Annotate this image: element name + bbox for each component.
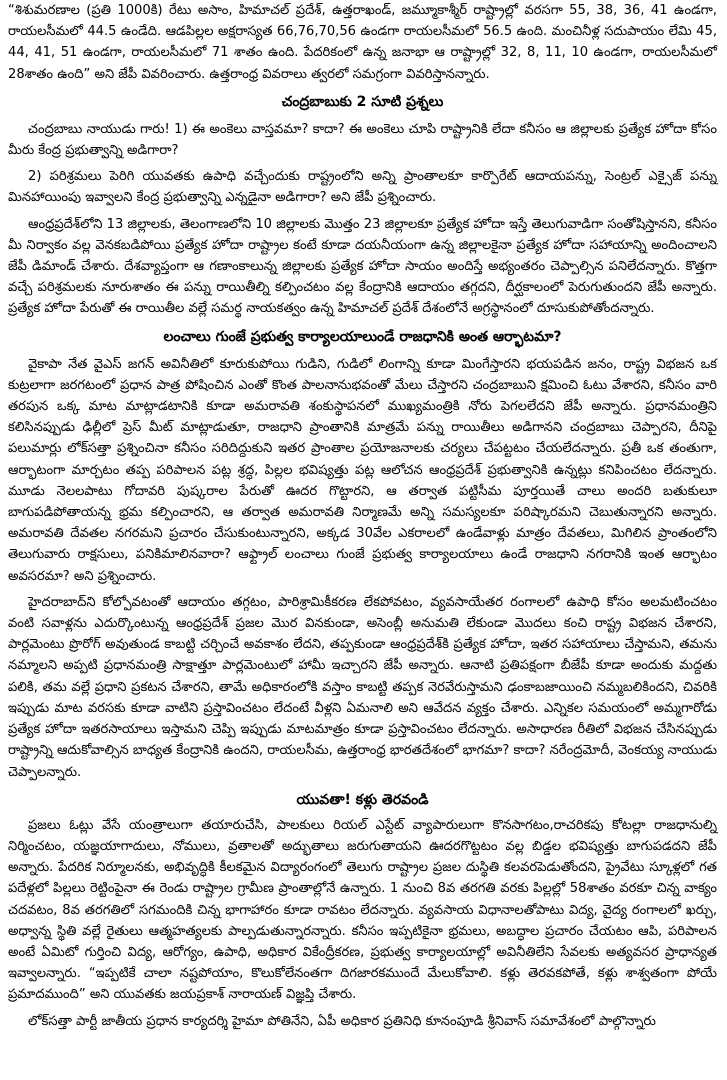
capital-paragraph-2: హైదరాబాద్‌ని కోల్పోవటంతో ఆదాయం తగ్గటం, పారిశ్రామికీకరణ లేకపోవటం, వ్యవసాయేతర రంగాలలో ఉపాధి కోసం అలమటించటం వంటి సవాళ్లను ఎదుర్కొంటున్న ఆంధ్రప్రదేశ్ ప్రజల మొర వినకుండా, అసెంబ్లీ అనుమతి లేకుండా మొదలు కంచి రాష్ట్ర విభజన చేశారని, పార్లమెంటు ప్రొరోగ్ అవుతుండ కాబట్టి చర్చించే అవకాశం లేదని, తప్పకుండా ఆంధ్రప్రదేశ్‌కి ప్రత్యేక హోదా, ఇతర సహాయాలు చేస్తామని, తమను నమ్మాలని అప్పటి ప్రధానమంత్రి సాక్షాత్తూ పార్లమెంటులో హామీ ఇచ్చారని జేపీ అన్నారు. ఆనాటి ప్రతిపక్షంగా బీజేపీ కూడా అందుకు మద్దతు పలికి, తమ వల్లే ప్రధాని ప్రకటన చేశారని, తామే అధికారంలోకి వస్తాం కాబట్టి తప్పక నెరవేరుస్తామని ఢంకాబజాయించి నమ్మబలికిందని, చివరికి ఇప్పుడు మాట వరసకు కూడా వాటిని ప్రస్తావించటం లేదంటే వీళ్లని ఏమనాలి అని ఆవేదన వ్యక్తం చేశారు. ఎన్నికల సమయంలో అమ్మగారోడు ప్రత్యేక హోదా ఇతరసాయాలు ఇస్తామని చెప్పి ఇప్పుడు మాటమాత్రం కూడా ప్రస్తావించటం లేదన్నారు. అసాధారణ రీతిలో విభజన చేసినప్పుడు రాష్ట్రాన్ని ఆదుకోవాల్సిన బాధ్యత కేంద్రానికి ఉందని, రాయలసీమ, ఉత్తరాంధ్ర భారతదేశంలో భాగమా? కాదా? నరేంద్రమోదీ, వెంకయ్య నాయుడు చెప్పాలన్నారు.: [8, 594, 717, 780]
section-heading-youth: యువతా! కళ్లు తెరవండి: [296, 791, 429, 808]
section-heading-capital-pomp: లంచాలు గుంజే ప్రభుత్వ కార్యాలయాలుండే రాజధానికి అంత ఆర్భాటమా?: [163, 328, 562, 345]
youth-paragraph-1: ప్రజలు ఓట్లు వేసే యంత్రాలుగా తయారుచేసి, పాలకులు రియల్ ఎస్టేట్ వ్యాపారులుగా కొనసాగటం,రాచరికపు కోటల్లా రాజధానుల్ని నిర్మించటం, యజ్ఞయాగాదులు, నోములు, వ్రతాలతో అద్భుతాలు జరుగుతాయని ఊదరగొట్టటం వల్ల బిడ్డల భవిష్యత్తు బాగుపడదని జేపీ అన్నారు. పేదరిక నిర్మూలనకు, అభివృద్ధికి కీలకమైన విద్యారంగంలో తెలుగు రాష్ట్రాల ప్రజల దుస్థితి కలవరపెడుతోందని, ప్రైవేటు స్కూళ్లలో గత పదేళ్లలో పిల్లలు రెట్టింపైనా ఈ రెండు రాష్ట్రాల గ్రామీణ ప్రాంతాల్లోనే ఉన్నారు. 1 నుంచి 8వ తరగతి వరకు పిల్లల్లో 58శాతం వరకూ చిన్న వాక్యం చదవటం, 8వ తరగతిలో సగమందికి చిన్న భాగాహారం కూడా రావటం లేదన్నారు. వ్యవసాయ విధానాలతోపాటు విద్య, వైద్య రంగాలలో ఖర్చు, అధ్వాన్న స్థితి వల్లే రైతులు ఆత్మహత్యలకు పాల్పడుతున్నారన్నారు. కనీసం ఇప్పటికైనా భ్రమలు, అబద్ధాల ప్రచారం చేయటం ఆపి, పరిపాలన అంటే ఏమిటో గుర్తించి విద్య, ఆరోగ్యం, ఉపాధి, అధికార వికేంద్రీకరణ, ప్రభుత్వ కార్యాలయాల్లో అవినీతిలేని సేవలకు అత్యవసర ప్రాధాన్యత ఇవ్వాలన్నారు. “ఇప్పటికే చాలా నష్టపోయాం, కొలుకోలేనంతగా దిగజారకముందే మేలుకోవాలి. కళ్లు తెరవకపోతే, కళ్లు శాశ్వతంగా పోయే ప్రమాదముంది” అని యువతకు జయప్రకాశ్ నారాయణ్ విజ్ఞప్తి చేశారు.: [8, 817, 717, 1003]
question-1-paragraph: చంద్రబాబు నాయుడు గారు! 1) ఈ అంకెలు వాస్తవమా? కాదా? ఈ అంకెలు చూపి రాష్ట్రానికి లేదా కనీసం ఆ జిల్లాలకు ప్రత్యేక హోదా కోసం మీరు కేంద్ర ప్రభుత్వాన్ని అడిగారా?: [8, 121, 717, 159]
question-2-paragraph: 2) పరిశ్రమలు పెరిగి యువతకు ఉపాధి వచ్చేందుకు రాష్ట్రంలోని అన్ని ప్రాంతాలకూ కార్పొరేట్ ఆదాయపన్ను, సెంట్రల్ ఎక్సైజ్ పన్ను మినహాయింపు ఇవ్వాలని కేంద్ర ప్రభుత్వాన్ని ఎన్నడైనా అడిగారా? అని జేపీ ప్రశ్నించారు.: [8, 169, 717, 206]
capital-paragraph-1: వైకాపా నేత వైఎస్ జగన్ అవినీతిలో కూరుకుపోయి గుడిని, గుడిలో లింగాన్ని కూడా మింగేస్తారని భయపడిన జనం, రాష్ట్ర విభజన ఒక కుట్రలాగా జరగటంలో ప్రధాన పాత్ర పోషించిన ఎంతో కొంత పాలనానుభవంతో మేలు చేస్తారని చంద్రబాబుని క్షమించి ఓటు వేశారని, కనీసం వారి తరపున ఒక్క మాట మాట్లాడటానికి కూడా అమరావతి శంకుస్థాపనలో ముఖ్యమంత్రికి నోరు పెగలలేదని జేపీ అన్నారు. ప్రధానమంత్రిని కలిసినప్పుడు ఢిల్లీలో ప్రెస్ మీట్ మాట్లాడుతూ, రాజధాని ప్రాంతానికి మాత్రమే పన్ను రాయితీలు అడిగానని చంద్రబాబు చెప్పారని, దీనిపై పలుమార్లు లోక్‌సత్తా ప్రశ్నించినా కనీసం సరిదిద్దుకుని ఇతర ప్రాంతాల ప్రయోజనాలకు చర్యలు చేపట్టటం చేయలేదన్నారు. ప్రతీ ఒక తంతుగా, ఆర్భాటంగా మార్చటం తప్ప పరిపాలన పట్ల శ్రద్ధ, పిల్లల భవిష్యత్తు పట్ల ఆలోచన ఆంధ్రప్రదేశ్ ప్రభుత్వానికి ఉన్నట్లు కనిపించటం లేదన్నారు. మూడు నెలలపాటు గోదావరి పుష్కరాల పేరుతో ఊదర గొట్టారని, ఆ తర్వాత పట్టిసీమ పూర్తయితే చాలు అందరి బతుకులూ బాగుపడిపోతాయన్న భ్రమ కల్పించారని, ఆ తర్వాత అమరావతి నిర్మాణమే అన్ని సమస్యలకూ పరిష్కారమని చెబుతున్నారని అన్నారు. అమరావతి దేవతల నగరమని ప్రచారం చేసుకుంటున్నారని, అక్కడ 30వేల ఎకరాలలో ఉండేవాళ్లు మాత్రం దేవతలు, మిగిలిన ప్రాంతంలోని తెలుగువారు రాక్షసులు, పనికిమాలినవారా? ఆఫ్ట్రాల్ లంచాలు గుంజే ప్రభుత్వ కార్యాలయాలు ఉండే రాజధాని నగరానికి ఇంత ఆర్భాటం అవసరమా? అని ప్రశ్నించారు.: [8, 356, 717, 584]
section-heading-chandrababu-questions: చంద్రబాబుకు 2 సూటి ప్రశ్నలు: [281, 93, 444, 110]
special-status-paragraph: ఆంధ్రప్రదేశ్‌లోని 13 జిల్లాలకు, తెలంగాణలోని 10 జిల్లాలకు మొత్తం 23 జిల్లాలకూ ప్రత్యేక హోదా ఇస్తే తెలుగువాడిగా సంతోషిస్తానని, కనీసం మీ నిర్వాకం వల్ల వెనకబడిపోయి ప్రత్యేక హోదా రాష్ట్రాల కంటే కూడా దయనీయంగా ఉన్న జిల్లాలకైనా ప్రత్యేక హోదా సహాయాన్ని అందించాలని జేపీ డిమాండ్ చేశారు. దేశవ్యాప్తంగా ఆ గణాంకాలున్న జిల్లాలకు ప్రత్యేక హోదా సాయం అందిస్తే అభ్యంతరం చెప్పాల్సిన పనిలేదన్నారు. కొత్తగా వచ్చే పరిశ్రమలకు నూరుశాతం ఈ పన్ను రాయితీల్ని కల్పించటం వల్ల కేంద్రానికి ఆదాయం తగ్గదని, దీర్ఘకాలంలో పెరుగుతుందని జేపీ అన్నారు. ప్రత్యేక హోదా పేరుతో ఈ రాయితీల వల్లే సమర్థ నాయకత్వం ఉన్న హిమాచల్ ప్రదేశ్ దేశంలోనే అగ్రస్థానంలో దూసుకుపోతోందన్నారు.: [8, 216, 717, 317]
participants-paragraph: లోక్‌సత్తా పార్టీ జాతీయ ప్రధాన కార్యదర్శి హైమా పోతినేని, ఏపీ అధికార ప్రతినిధి కూనంపూడి శ్రీనివాస్ సమావేశంలో పాల్గొన్నారు: [28, 1013, 656, 1029]
intro-paragraph: “శిశుమరణాల (ప్రతి 1000కి) రేటు అసాం, హిమాచల్ ప్రదేశ్, ఉత్తరాఖండ్, జమ్మూకాశ్మీర్ రాష్ట్రాల్లో వరసగా 55, 38, 36, 41 ఉండగా, రాయలసీమలో 44.5 ఉండేది. ఆడపిల్లల అక్షరాస్యత 66,76,70,56 ఉండగా రాయలసీమలో 56.5 ఉంది. మంచినీళ్ల సదుపాయం లేమి 45, 44, 41, 51 ఉండగా, రాయలసీమలో 71 శాతం ఉంది. పేదరికంలో ఉన్న జనాభా ఆ రాష్ట్రాల్లో 32, 8, 11, 10 ఉండగా, రాయలసీమలో 28శాతం ఉంది” అని జేపీ వివరించారు. ఉత్తరాంధ్ర వివరాలు త్వరలో సమగ్రంగా వివరిస్తానన్నారు.: [8, 3, 717, 82]
